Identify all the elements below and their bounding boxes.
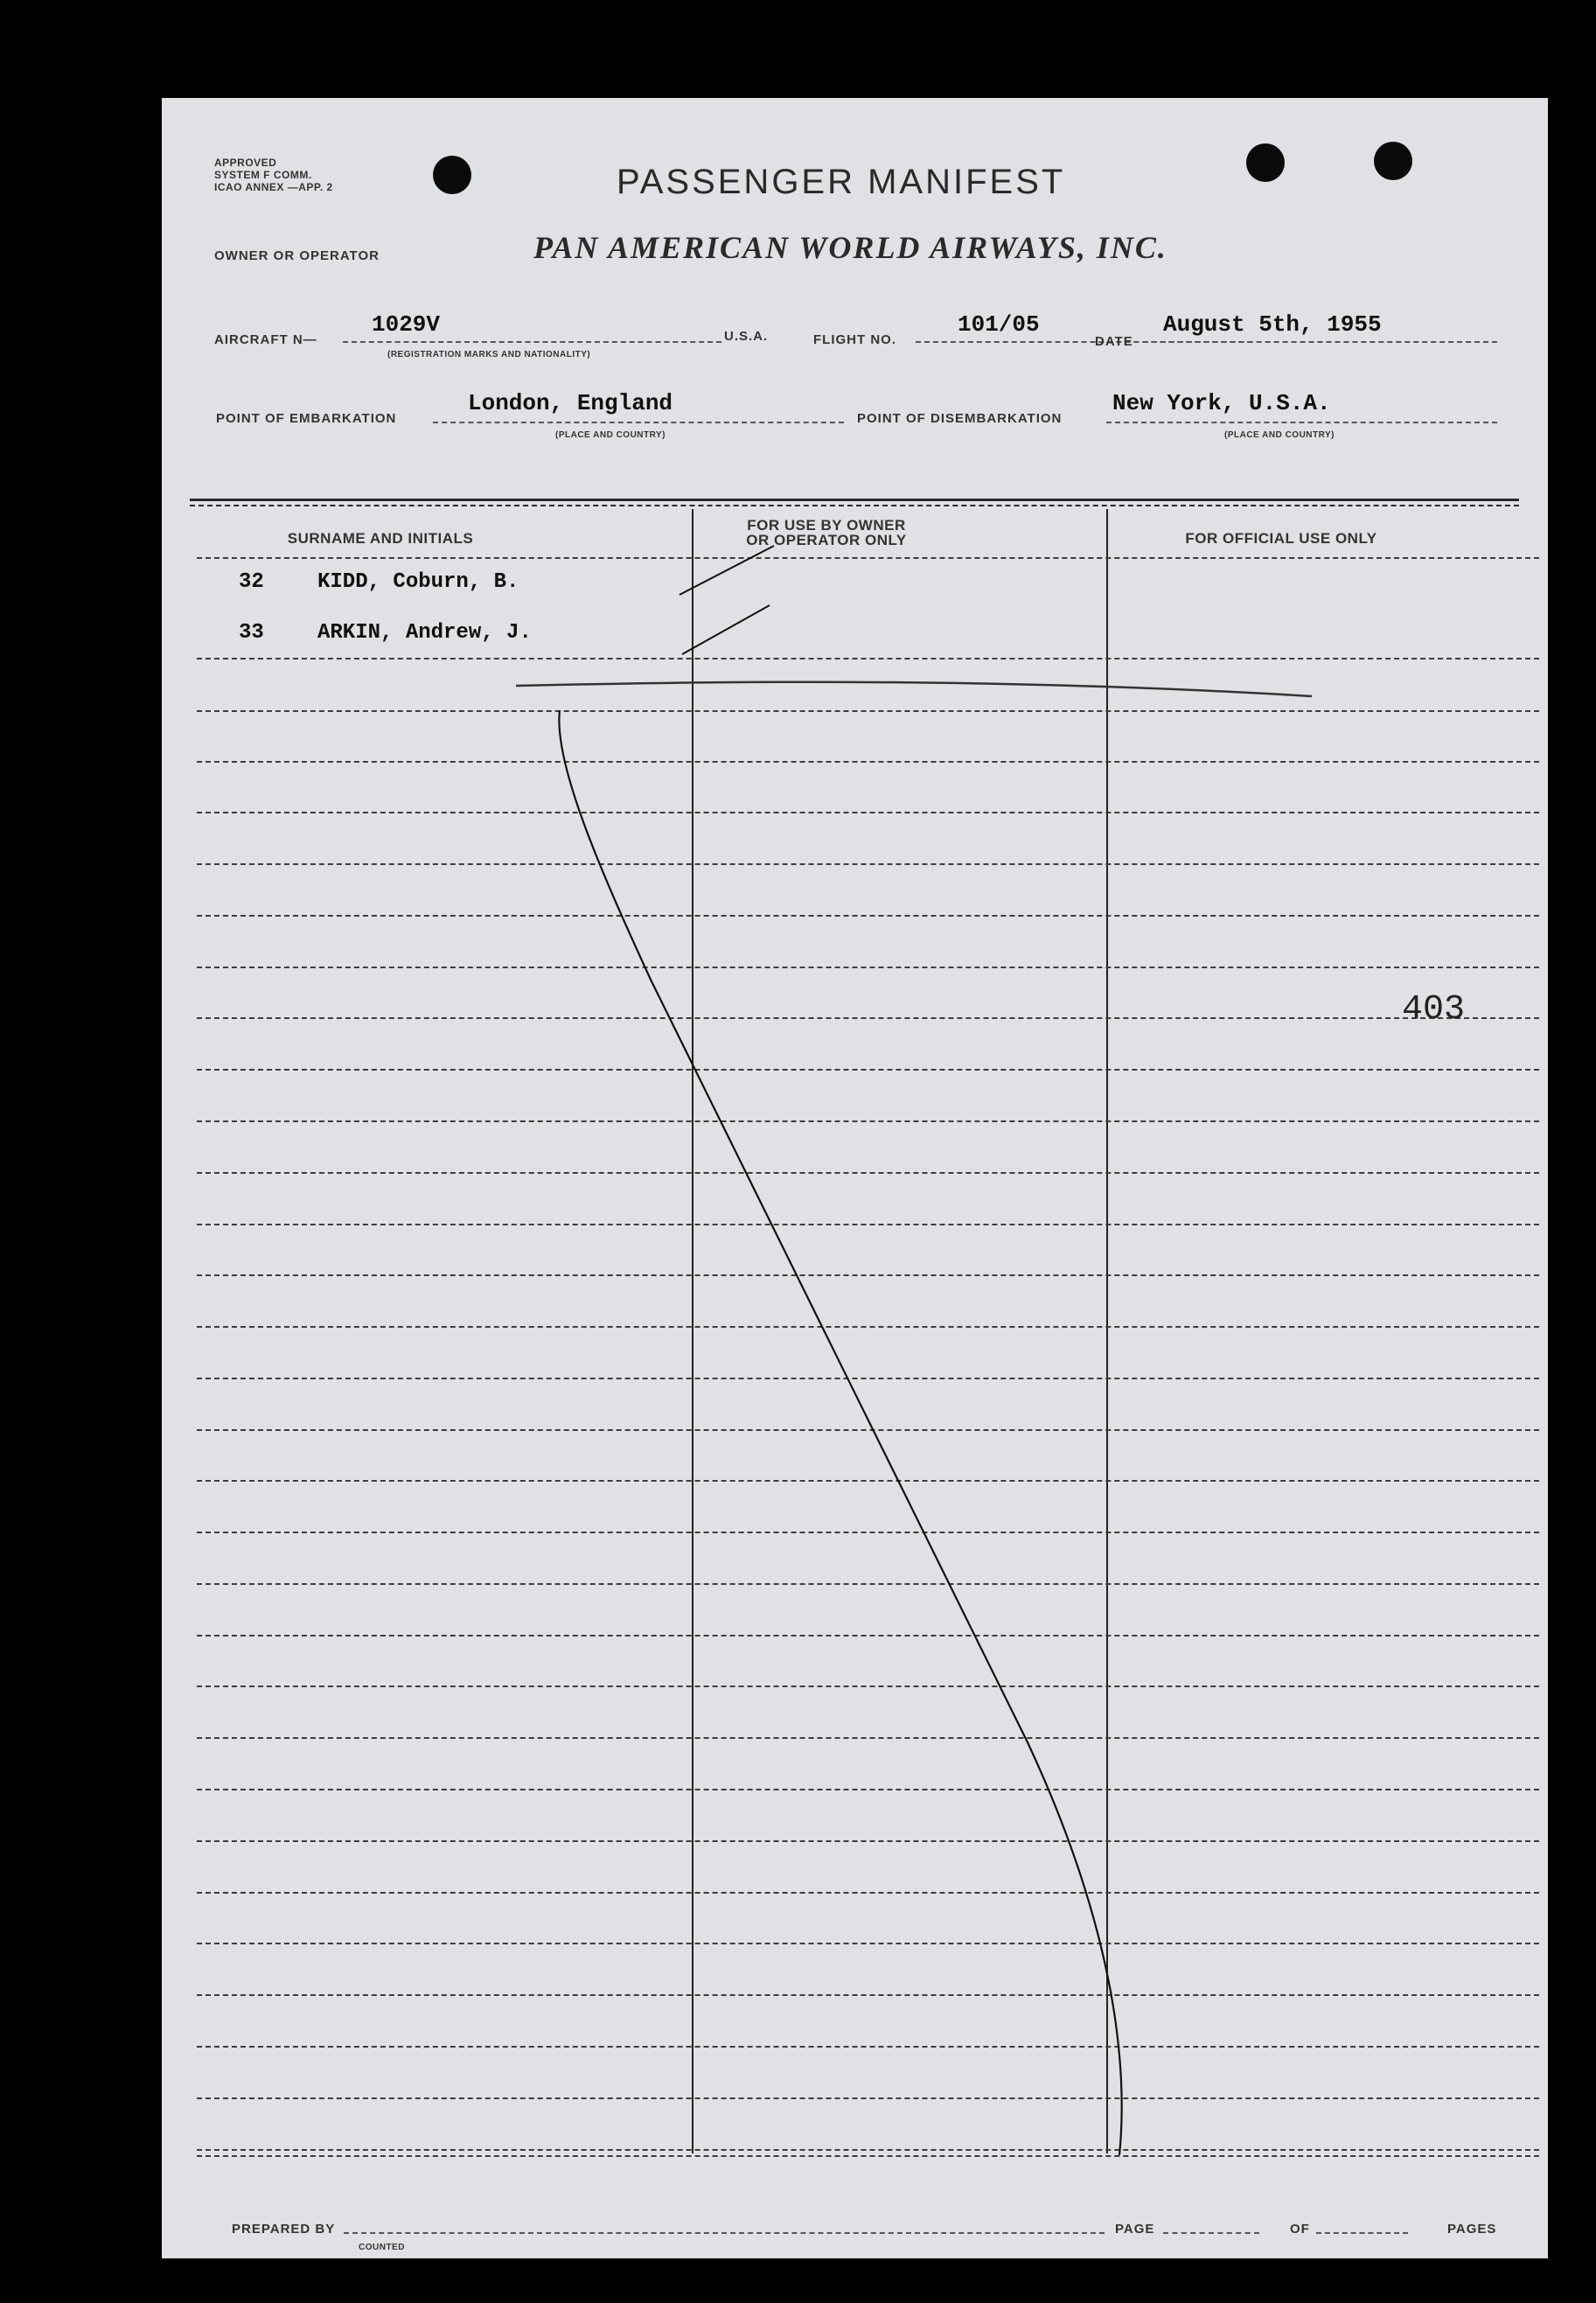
passenger-number: 33	[239, 621, 264, 645]
embarkation-label: POINT OF EMBARKATION	[216, 411, 397, 426]
disembarkation-label: POINT OF DISEMBARKATION	[857, 411, 1063, 426]
manifest-sheet	[162, 98, 1548, 2258]
owner-operator-label: OWNER OR OPERATOR	[214, 248, 380, 263]
approval-line-1: APPROVED	[214, 157, 277, 169]
approval-line-3: ICAO ANNEX —APP. 2	[214, 181, 333, 193]
airline-name: PAN AMERICAN WORLD AIRWAYS, INC.	[533, 230, 1167, 265]
date-value: August 5th, 1955	[1163, 311, 1382, 338]
disembarkation-sublabel: (PLACE AND COUNTRY)	[1224, 430, 1335, 440]
column-header-operator-line-2: OR OPERATOR ONLY	[746, 532, 907, 548]
page-title: PASSENGER MANIFEST	[617, 163, 1066, 201]
column-header-operator-line-1: FOR USE BY OWNER	[747, 517, 906, 534]
embarkation-value: London, England	[468, 390, 673, 416]
of-label: OF	[1290, 2222, 1310, 2237]
passenger-name: ARKIN, Andrew, J.	[317, 621, 532, 645]
flight-no-value: 101/05	[958, 311, 1040, 338]
column-header-official: FOR OFFICIAL USE ONLY	[1185, 530, 1377, 547]
handwritten-marks	[162, 98, 1548, 2258]
date-label: DATE	[1095, 334, 1133, 349]
aircraft-value: 1029V	[372, 311, 441, 338]
embarkation-sublabel: (PLACE AND COUNTRY)	[555, 430, 666, 440]
flight-no-label: FLIGHT NO.	[813, 332, 896, 347]
column-header-surname: SURNAME AND INITIALS	[287, 530, 474, 547]
passenger-name: KIDD, Coburn, B.	[317, 570, 519, 594]
office-number-stamp: 403	[1402, 990, 1466, 1029]
usa-label: U.S.A.	[724, 329, 769, 344]
aircraft-sublabel: (REGISTRATION MARKS AND NATIONALITY)	[387, 350, 591, 359]
page-label: PAGE	[1115, 2222, 1155, 2237]
prepared-by-label: PREPARED BY	[232, 2222, 336, 2237]
counted-stamp: COUNTED	[359, 2243, 405, 2252]
aircraft-label: AIRCRAFT N—	[214, 332, 317, 347]
pages-label: PAGES	[1447, 2222, 1497, 2237]
passenger-number: 32	[239, 570, 264, 594]
approval-line-2: SYSTEM F COMM.	[214, 169, 312, 181]
disembarkation-value: New York, U.S.A.	[1112, 390, 1331, 416]
